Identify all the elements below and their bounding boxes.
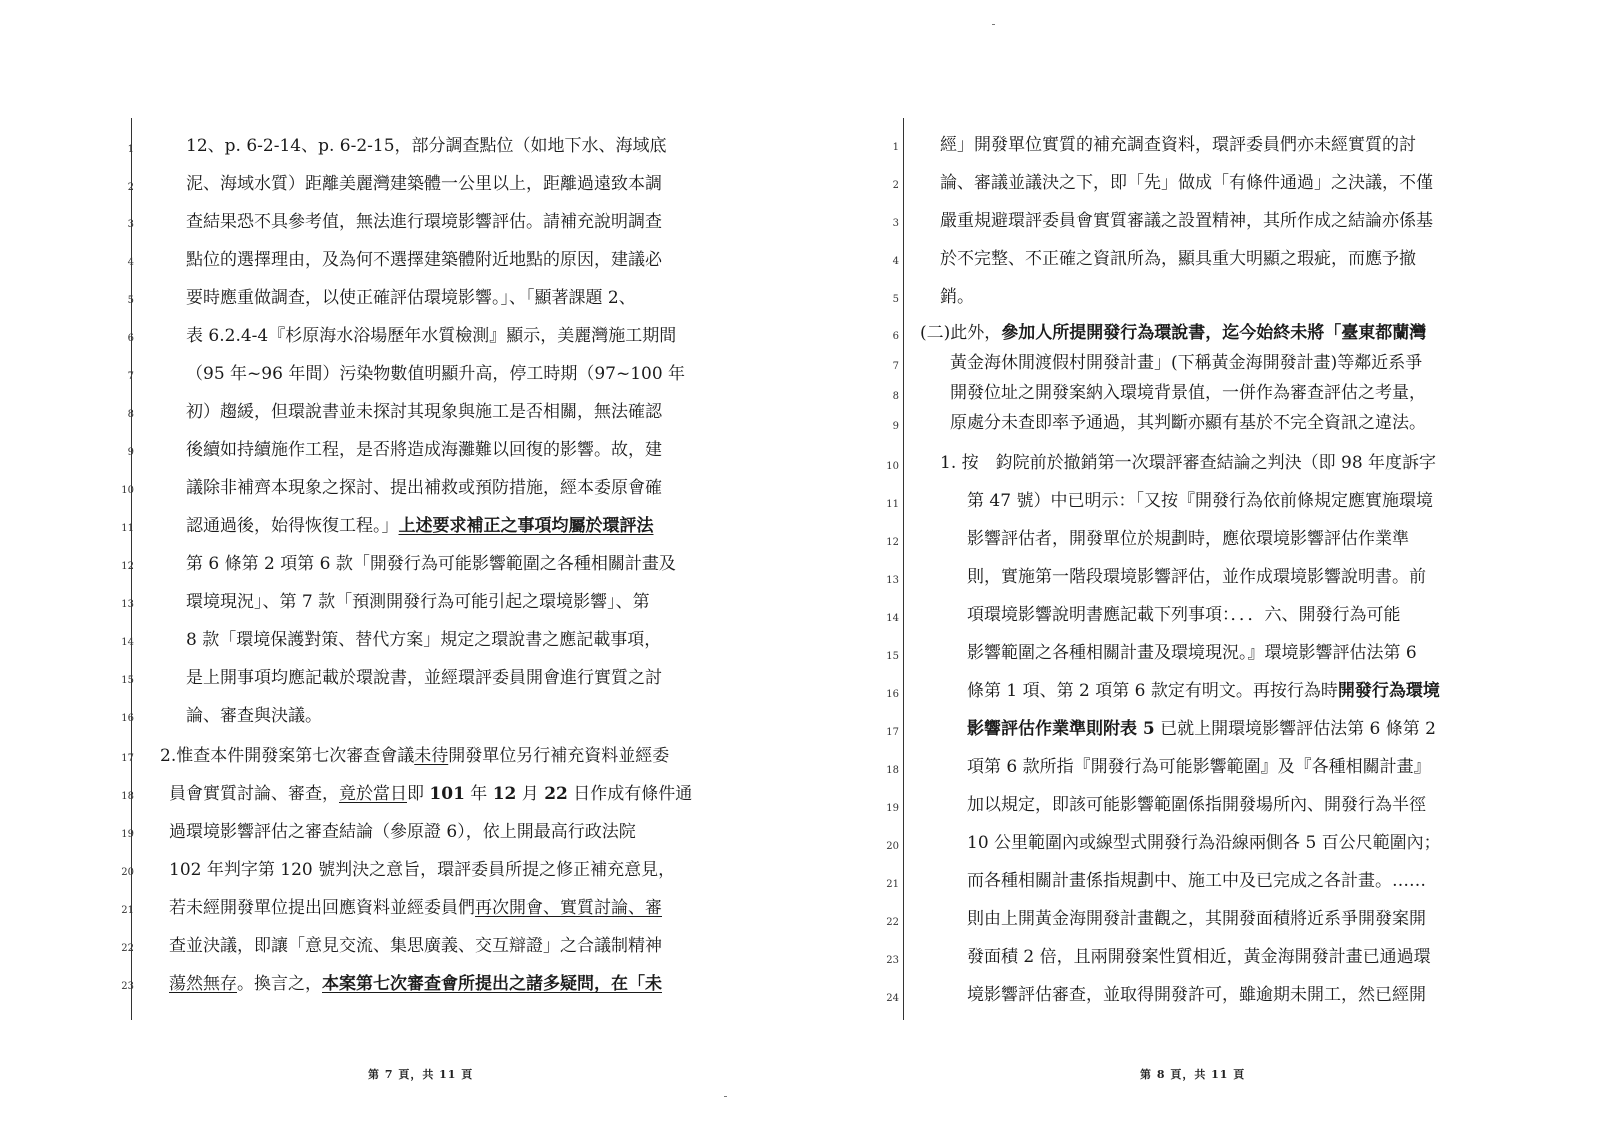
right-page: [800, 0, 1600, 1130]
text-line: [169, 783, 692, 805]
line-number: 5: [127, 295, 134, 306]
text-run: 日作成有條件通: [567, 784, 693, 804]
text-line: 影響評估者，開發單位於規劃時，應依環境影響評估作業準: [967, 529, 1409, 549]
text-line: [160, 745, 669, 767]
text-run: 年: [464, 784, 493, 804]
line-number: 20: [121, 867, 134, 878]
text-line-underlined: 論、審議並議決之下，即「先」做成「有條件通過」之決議，不僅: [940, 173, 1433, 193]
text-run: 。換言之，: [237, 974, 322, 994]
text-line: [186, 515, 654, 537]
line-number: 18: [121, 791, 134, 802]
text-line: 項環境影響說明書應記載下列事項：．．．六、開發行為可能: [967, 605, 1401, 625]
bold-text: 開發行為環境: [1337, 681, 1440, 701]
line-number: 18: [886, 765, 899, 776]
bold-text: 參加人所提開發行為環說書，迄今始終未將「臺東都蘭灣: [1001, 323, 1427, 343]
text-run: 2.惟查本件開發案第七次審查會議: [160, 746, 415, 766]
text-line-underlined: 於不完整、不正確之資訊所為，顯具重大明顯之瑕疵，而應予撤: [940, 249, 1416, 269]
line-number: 23: [121, 981, 134, 992]
text-line: 影響範圍之各種相關計畫及環境現況。』環境影響評估法第 6: [967, 643, 1417, 663]
line-number: 12: [121, 561, 134, 572]
text-line: 議除非補齊本現象之探討、提出補救或預防措施，經本委原會確: [186, 478, 662, 498]
text-line: 加以規定，即該可能影響範圍係指開發場所內、開發行為半徑: [967, 795, 1426, 815]
text-line: 要時應重做調查，以使正確評估環境影響。」、「顯著課題 2、: [186, 288, 636, 308]
text-line: 1. 按 鈞院前於撤銷第一次環評審查結論之判決（即 98 年度訴字: [940, 453, 1437, 473]
text-line: 過環境影響評估之審查結論（參原證 6），依上開最高行政法院: [169, 822, 636, 842]
text-line: 後續如持續施作工程，是否將造成海灘難以回復的影響。故，建: [186, 440, 662, 460]
text-run: 條第 1 項、第 2 項第 6 款定有明文。再按行為時: [967, 681, 1338, 701]
text-run: 若未經開發單位提出回應資料並經委員們: [169, 898, 475, 918]
line-number: 5: [892, 294, 899, 305]
text-line: 發面積 2 倍，且兩開發案性質相近，黃金海開發計畫已通過環: [967, 947, 1431, 967]
text-line: （95 年~96 年間）污染物數值明顯升高，停工時期（97~100 年: [186, 364, 686, 384]
line-number: 10: [886, 461, 899, 472]
text-line: 泥、海域水質）距離美麗灣建築體一公里以上，距離過遠致本調: [186, 174, 662, 194]
text-line-underlined: 銷。: [940, 287, 974, 307]
line-number: 1: [892, 142, 899, 153]
line-number: 13: [886, 575, 899, 586]
text-line: 12、p. 6-2-14、p. 6-2-15，部分調查點位（如地下水、海域底: [186, 136, 667, 156]
line-number: 8: [892, 391, 899, 402]
text-line-underlined: 嚴重規避環評委員會實質審議之設置精神，其所作成之結論亦係基: [940, 211, 1433, 231]
line-number: 24: [886, 993, 899, 1004]
line-number: 16: [121, 713, 134, 724]
line-number: 20: [886, 841, 899, 852]
date-number: 12: [492, 784, 517, 804]
text-line-underlined: 查並決議，即讓「意見交流、集思廣義、交互辯證」之合議制精神: [169, 936, 662, 956]
text-line: 10 公里範圍內或線型式開發行為沿線兩側各 5 百公尺範圍內；: [967, 833, 1441, 853]
section-heading-line: [920, 322, 1426, 344]
text-line: 點位的選擇理由，及為何不選擇建築體附近地點的原因，建議必: [186, 250, 662, 270]
text-line: [169, 897, 662, 919]
underlined-text: 再次開會、實質討論、審: [475, 898, 662, 918]
text-line: 境影響評估審查，並取得開發許可，雖逾期未開工，然已經開: [967, 985, 1426, 1005]
text-run: 認通過後，始得恢復工程。」: [186, 516, 399, 536]
text-line: 項第 6 款所指『開發行為可能影響範圍』及『各種相關計畫』: [967, 757, 1431, 777]
line-number: 14: [121, 637, 134, 648]
line-number-rule: [903, 118, 904, 1020]
text-line-underlined: 是上開事項均應記載於環說書，並經環評委員開會進行實質之討: [186, 668, 662, 688]
line-number: 13: [121, 599, 134, 610]
line-number: 14: [886, 613, 899, 624]
text-line-underlined: 環境現況」、第 7 款「預測開發行為可能引起之環境影響」、第: [186, 592, 650, 612]
text-line: [967, 718, 1436, 740]
text-run: 開發單位另行補充資料並經委: [448, 746, 670, 766]
text-run: 員會實質討論、審查，: [169, 784, 339, 804]
line-number: 21: [886, 879, 899, 890]
line-number: 17: [121, 753, 134, 764]
text-line-bold: 開發位址之開發案納入環境背景值，一併作為審查評估之考量，: [950, 383, 1426, 403]
line-number: 19: [121, 829, 134, 840]
line-number: 4: [892, 256, 899, 267]
page-footer: 第 8 頁，共 11 頁: [1140, 1068, 1246, 1081]
text-line-underlined: 8 款「環境保護對策、替代方案」規定之環說書之應記載事項，: [186, 630, 662, 650]
line-number: 11: [121, 523, 134, 534]
text-line: 查結果恐不具參考值，無法進行環境影響評估。請補充說明調查: [186, 212, 662, 232]
text-line: 而各種相關計畫係指規劃中、施工中及已完成之各計畫。……: [967, 871, 1426, 891]
text-line-underlined: 第 6 條第 2 項第 6 款「開發行為可能影響範圍之各種相關計畫及: [186, 554, 676, 574]
text-line: [967, 680, 1440, 702]
text-run: 已就上開環境影響評估法第 6 條第 2: [1154, 719, 1436, 739]
text-line-bold: 黃金海休閒渡假村開發計畫」(下稱黃金海開發計畫)等鄰近系爭: [950, 353, 1423, 373]
text-run: 月: [516, 784, 545, 804]
date-number: 101: [429, 784, 465, 804]
line-number: 7: [127, 371, 134, 382]
underlined-text: 竟於當日: [339, 784, 407, 804]
text-line: 表 6.2.4-4『杉原海水浴場歷年水質檢測』顯示，美麗灣施工期間: [186, 326, 677, 346]
line-number: 23: [886, 955, 899, 966]
underlined-text: 蕩然無存: [169, 974, 237, 994]
scan-speck: [992, 24, 995, 25]
line-number: 17: [886, 727, 899, 738]
line-number: 21: [121, 905, 134, 916]
line-number: 19: [886, 803, 899, 814]
line-number: 9: [127, 447, 134, 458]
line-number: 8: [127, 409, 134, 420]
line-number: 15: [886, 651, 899, 662]
line-number: 2: [127, 182, 134, 193]
line-number: 12: [886, 537, 899, 548]
text-line: 則由上開黃金海開發計畫觀之，其開發面積將近系爭開發案開: [967, 909, 1426, 929]
section-label: (二)此外，: [920, 323, 1002, 343]
text-run: 即: [407, 784, 430, 804]
text-line-underlined: 論、審查與決議。: [186, 706, 322, 726]
date-number: 22: [544, 784, 568, 804]
line-number: 10: [121, 485, 134, 496]
underlined-text: 上述要求補正之事項均屬於環評法: [398, 516, 654, 536]
line-number: 7: [892, 361, 899, 372]
text-line-underlined: 經」開發單位實質的補充調查資料，環評委員們亦未經實質的討: [940, 135, 1416, 155]
page-footer: 第 7 頁，共 11 頁: [368, 1068, 474, 1081]
line-number: 15: [121, 675, 134, 686]
text-line: 初）趨緩，但環說書並未探討其現象與施工是否相關，無法確認: [186, 402, 662, 422]
line-number: 16: [886, 689, 899, 700]
line-number: 2: [892, 180, 899, 191]
text-line-bold: 原處分未查即率予通過，其判斷亦顯有基於不完全資訊之違法。: [950, 413, 1426, 433]
line-number: 22: [121, 943, 134, 954]
line-number: 11: [886, 499, 899, 510]
line-number: 3: [127, 219, 134, 230]
text-line: 則，實施第一階段環境影響評估，並作成環境影響說明書。前: [967, 567, 1426, 587]
line-number: 1: [127, 144, 134, 155]
bold-text: 影響評估作業準則附表 5: [967, 719, 1155, 739]
underlined-text: 未待: [414, 746, 449, 766]
text-line: 102 年判字第 120 號判決之意旨，環評委員所提之修正補充意見，: [169, 860, 676, 880]
line-number: 22: [886, 917, 899, 928]
line-number: 6: [127, 333, 134, 344]
text-line: 第 47 號）中已明示：「又按『開發行為依前條規定應實施環境: [967, 491, 1433, 511]
scan-speck: [724, 1096, 727, 1097]
text-line: [169, 973, 662, 995]
line-number: 4: [127, 257, 134, 268]
line-number: 6: [892, 331, 899, 342]
line-number: 3: [892, 218, 899, 229]
line-number: 9: [892, 421, 899, 432]
underlined-text: 本案第七次審查會所提出之諸多疑問，在「未: [322, 974, 662, 994]
